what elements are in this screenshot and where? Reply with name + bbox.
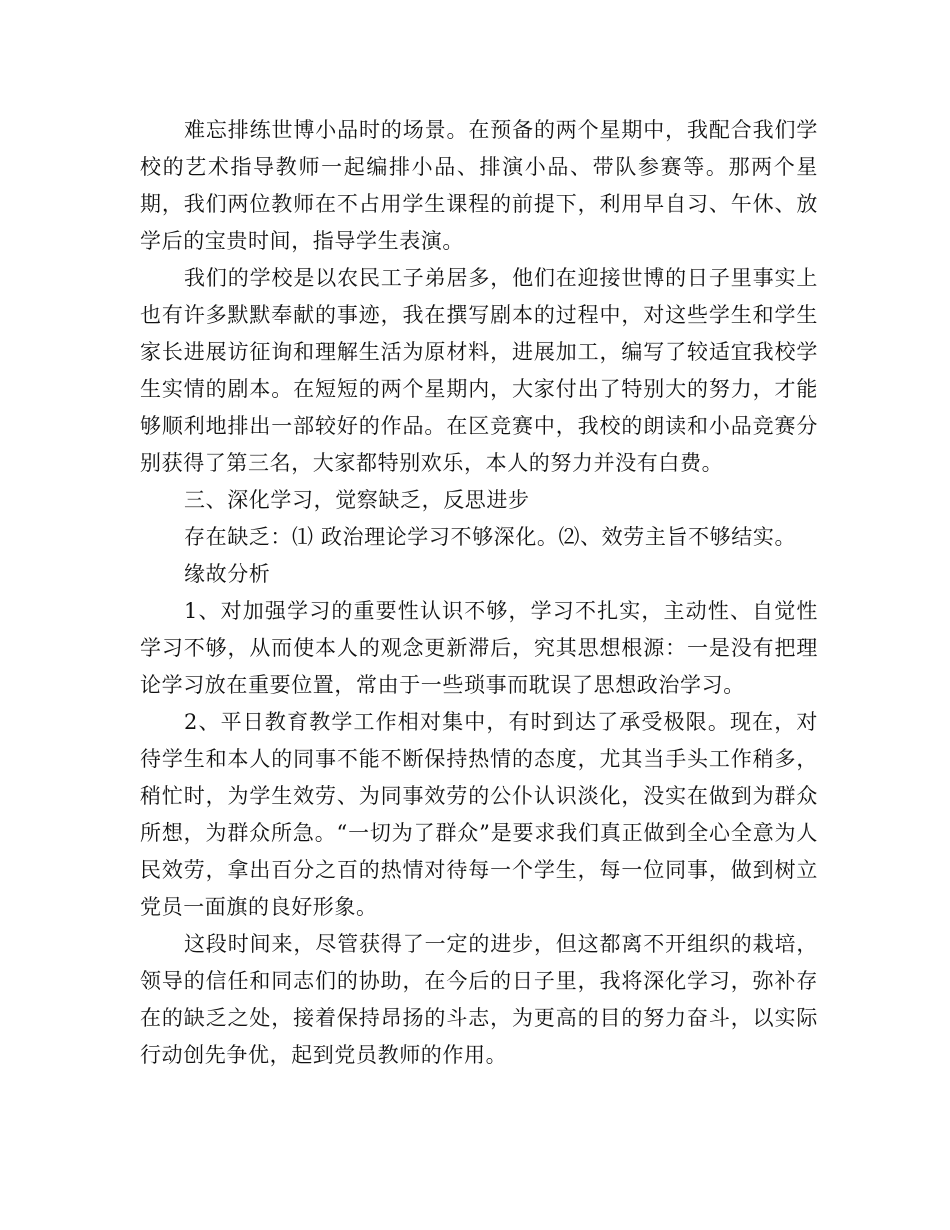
- document-page: [140, 112, 818, 1074]
- paragraph-conclusion: 这段时间来，尽管获得了一定的进步，但这都离不开组织的栽培，领导的信任和同志们的协助，在今后的日子里，我将深化学习，弥补存在的缺乏之处，接着保持昂扬的斗志，为更高的目的努力奋斗，以实际行动创先争优，起到党员教师的作用。: [140, 932, 818, 1067]
- paragraph-cause-1: 1、对加强学习的重要性认识不够，学习不扎实，主动性、自觉性学习不够，从而使本人的观念更新滞后，究其思想根源：一是没有把理论学习放在重要位置，常由于一些琐事而耽误了思想政治学习。: [140, 599, 818, 697]
- paragraph-shortcomings: 存在缺乏：⑴ 政治理论学习不够深化。⑵、效劳主旨不够结实。: [184, 525, 797, 549]
- paragraph-rehearsal: 难忘排练世博小品时的场景。在预备的两个星期中，我配合我们学校的艺术指导教师一起编排小品、排演小品、带队参赛等。那两个星期，我们两位教师在不占用学生课程的前提下，利用早自习、午休、放学后的宝贵时间，指导学生表演。: [140, 118, 818, 253]
- paragraph-cause-2: 2、平日教育教学工作相对集中，有时到达了承受极限。现在，对待学生和本人的同事不能不断保持热情的态度，尤其当手头工作稍多，稍忙时，为学生效劳、为同事效劳的公仆认识淡化，没实在做到为群众所想，为群众所急。“一切为了群众”是要求我们真正做到全心全意为人民效劳，拿出百分之百的热情对待每一个学生，每一位同事，做到树立党员一面旗的良好形象。: [140, 710, 818, 919]
- paragraph-cause-analysis-heading: 缘故分析: [184, 562, 271, 586]
- paragraph-school-script: 我们的学校是以农民工子弟居多，他们在迎接世博的日子里事实上也有许多默默奉献的事迹，我在撰写剧本的过程中，对这些学生和学生家长进展访征询和理解生活为原材料，进展加工，编写了较适宜我校学生实情的剧本。在短短的两个星期内，大家付出了特别大的努力，才能够顺利地排出一部较好的作品。在区竞赛中，我校的朗读和小品竞赛分别获得了第三名，大家都特别欢乐，本人的努力并没有白费。: [140, 266, 818, 475]
- section-heading-3: 三、深化学习，觉察缺乏，反思进步: [184, 488, 530, 512]
